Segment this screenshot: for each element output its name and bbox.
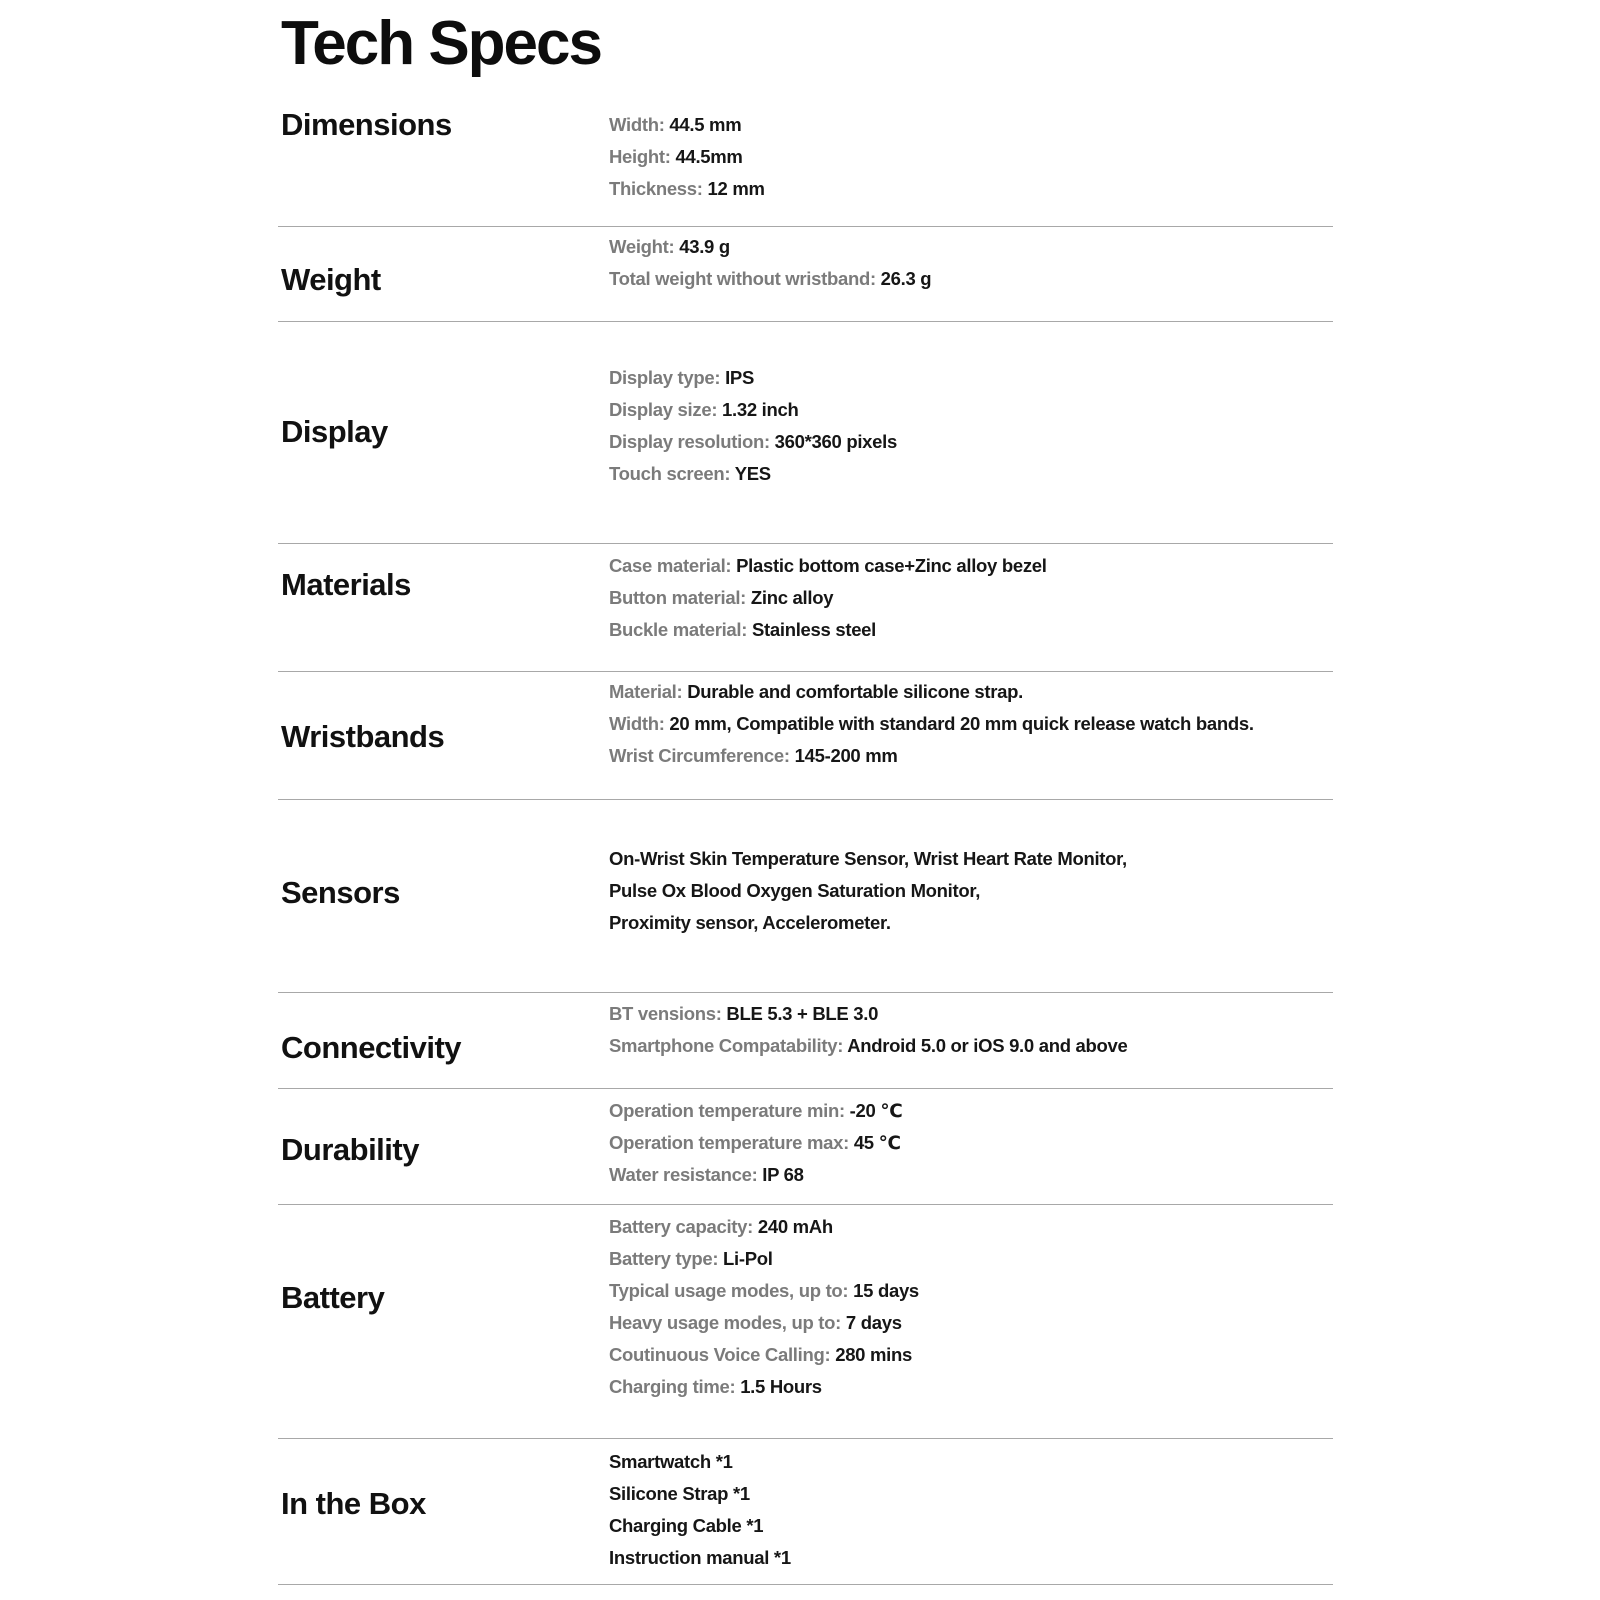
spec-value: Durable and comfortable silicone strap. — [687, 681, 1024, 702]
spec-key: Width: — [609, 114, 665, 135]
spec-value: Pulse Ox Blood Oxygen Saturation Monitor, — [609, 880, 981, 901]
section-label-materials: Materials — [281, 567, 411, 602]
spec-line — [609, 550, 1047, 582]
spec-value: Silicone Strap *1 — [609, 1483, 750, 1504]
spec-value: 12 mm — [707, 178, 765, 199]
spec-list-dimensions — [609, 109, 765, 205]
spec-section-connectivity — [278, 993, 1333, 1089]
section-label-sensors: Sensors — [281, 875, 400, 910]
spec-line — [609, 1510, 791, 1542]
spec-section-dimensions — [278, 100, 1333, 227]
spec-list-connectivity — [609, 998, 1128, 1062]
section-label-wristbands: Wristbands — [281, 719, 445, 754]
section-label-battery: Battery — [281, 1280, 385, 1315]
spec-section-sensors — [278, 800, 1333, 993]
spec-key: BT vensions: — [609, 1003, 722, 1024]
spec-list-display — [609, 362, 897, 490]
spec-section-battery — [278, 1205, 1333, 1439]
spec-value: 44.5mm — [675, 146, 743, 167]
spec-section-display — [278, 322, 1333, 544]
spec-key: Battery type: — [609, 1248, 719, 1269]
section-label-dimensions: Dimensions — [281, 107, 452, 142]
spec-value: 7 days — [845, 1312, 902, 1333]
spec-list-durability — [609, 1095, 902, 1191]
spec-value: 45 ℃ — [853, 1132, 901, 1153]
spec-section-durability — [278, 1089, 1333, 1205]
spec-line — [609, 458, 897, 490]
spec-value: Li-Pol — [723, 1248, 773, 1269]
spec-key: Height: — [609, 146, 671, 167]
spec-section-weight — [278, 227, 1333, 322]
spec-value: 43.9 g — [679, 236, 730, 257]
spec-line — [609, 676, 1254, 708]
spec-line — [609, 708, 1254, 740]
spec-section-in-the-box — [278, 1439, 1333, 1585]
spec-value: 26.3 g — [880, 268, 932, 289]
spec-value: 44.5 mm — [669, 114, 742, 135]
spec-line — [609, 1243, 919, 1275]
section-label-connectivity: Connectivity — [281, 1030, 462, 1065]
section-label-in-the-box: In the Box — [281, 1486, 426, 1521]
page-title: Tech Specs — [281, 9, 602, 78]
spec-list-battery — [609, 1211, 919, 1403]
spec-key: Heavy usage modes, up to: — [609, 1312, 842, 1333]
spec-key: Coutinuous Voice Calling: — [609, 1344, 831, 1365]
spec-section-materials — [278, 544, 1333, 672]
spec-value: 360*360 pixels — [774, 431, 897, 452]
spec-key: Thickness: — [609, 178, 703, 199]
spec-line — [609, 426, 897, 458]
spec-line — [609, 1371, 919, 1403]
section-label-weight: Weight — [281, 262, 381, 297]
spec-line — [609, 1275, 919, 1307]
spec-line — [609, 263, 931, 295]
spec-line — [609, 1542, 791, 1574]
spec-value: 1.5 Hours — [740, 1376, 822, 1397]
spec-value: Proximity sensor, Accelerometer. — [609, 912, 891, 933]
spec-line — [609, 109, 765, 141]
spec-line — [609, 362, 897, 394]
spec-list-materials — [609, 550, 1047, 646]
spec-key: Buckle material: — [609, 619, 748, 640]
spec-line — [609, 614, 1047, 646]
spec-list-wristbands — [609, 676, 1254, 772]
spec-line — [609, 998, 1128, 1030]
spec-key: Charging time: — [609, 1376, 736, 1397]
spec-line — [609, 1095, 902, 1127]
spec-value: 240 mAh — [757, 1216, 833, 1237]
spec-value: 1.32 inch — [722, 399, 799, 420]
spec-line — [609, 1478, 791, 1510]
spec-line — [609, 1159, 902, 1191]
spec-key: Material: — [609, 681, 683, 702]
spec-key: Case material: — [609, 555, 732, 576]
spec-line — [609, 1127, 902, 1159]
spec-line — [609, 1211, 919, 1243]
spec-value: 280 mins — [835, 1344, 912, 1365]
spec-key: Wrist Circumference: — [609, 745, 790, 766]
section-label-display: Display — [281, 414, 388, 449]
spec-key: Typical usage modes, up to: — [609, 1280, 849, 1301]
spec-value: Stainless steel — [751, 619, 877, 640]
spec-value: Android 5.0 or iOS 9.0 and above — [847, 1035, 1128, 1056]
spec-value: 20 mm, Compatible with standard 20 mm quick release watch bands. — [669, 713, 1254, 734]
spec-key: Display resolution: — [609, 431, 770, 452]
spec-list-in-the-box — [609, 1446, 791, 1574]
spec-value: BLE 5.3 + BLE 3.0 — [726, 1003, 879, 1024]
spec-list-weight — [609, 231, 931, 295]
spec-value: On-Wrist Skin Temperature Sensor, Wrist Heart Rate Monitor, — [609, 848, 1127, 869]
spec-line — [609, 907, 1127, 939]
spec-key: Battery capacity: — [609, 1216, 753, 1237]
spec-key: Display type: — [609, 367, 721, 388]
spec-line — [609, 141, 765, 173]
spec-line — [609, 1446, 791, 1478]
spec-section-wristbands — [278, 672, 1333, 800]
spec-value: YES — [734, 463, 771, 484]
spec-line — [609, 1030, 1128, 1062]
section-label-durability: Durability — [281, 1132, 419, 1167]
spec-value: Smartwatch *1 — [609, 1451, 733, 1472]
spec-value: Plastic bottom case+Zinc alloy bezel — [736, 555, 1047, 576]
spec-key: Smartphone Compatability: — [609, 1035, 844, 1056]
spec-value: 145-200 mm — [794, 745, 898, 766]
spec-line — [609, 843, 1127, 875]
spec-value: -20 ℃ — [849, 1100, 903, 1121]
spec-value: Instruction manual *1 — [609, 1547, 791, 1568]
spec-key: Touch screen: — [609, 463, 731, 484]
spec-value: IP 68 — [762, 1164, 804, 1185]
spec-key: Total weight without wristband: — [609, 268, 876, 289]
spec-line — [609, 740, 1254, 772]
spec-value: 15 days — [853, 1280, 919, 1301]
spec-line — [609, 1339, 919, 1371]
spec-line — [609, 394, 897, 426]
spec-value: Zinc alloy — [750, 587, 834, 608]
spec-list-sensors — [609, 843, 1127, 939]
spec-key: Operation temperature min: — [609, 1100, 845, 1121]
spec-line — [609, 582, 1047, 614]
spec-line — [609, 875, 1127, 907]
spec-key: Water resistance: — [609, 1164, 758, 1185]
spec-line — [609, 173, 765, 205]
spec-key: Button material: — [609, 587, 747, 608]
spec-key: Display size: — [609, 399, 718, 420]
spec-line — [609, 231, 931, 263]
spec-value: IPS — [725, 367, 755, 388]
spec-key: Operation temperature max: — [609, 1132, 849, 1153]
spec-line — [609, 1307, 919, 1339]
spec-value: Charging Cable *1 — [609, 1515, 764, 1536]
spec-key: Weight: — [609, 236, 675, 257]
spec-key: Width: — [609, 713, 665, 734]
